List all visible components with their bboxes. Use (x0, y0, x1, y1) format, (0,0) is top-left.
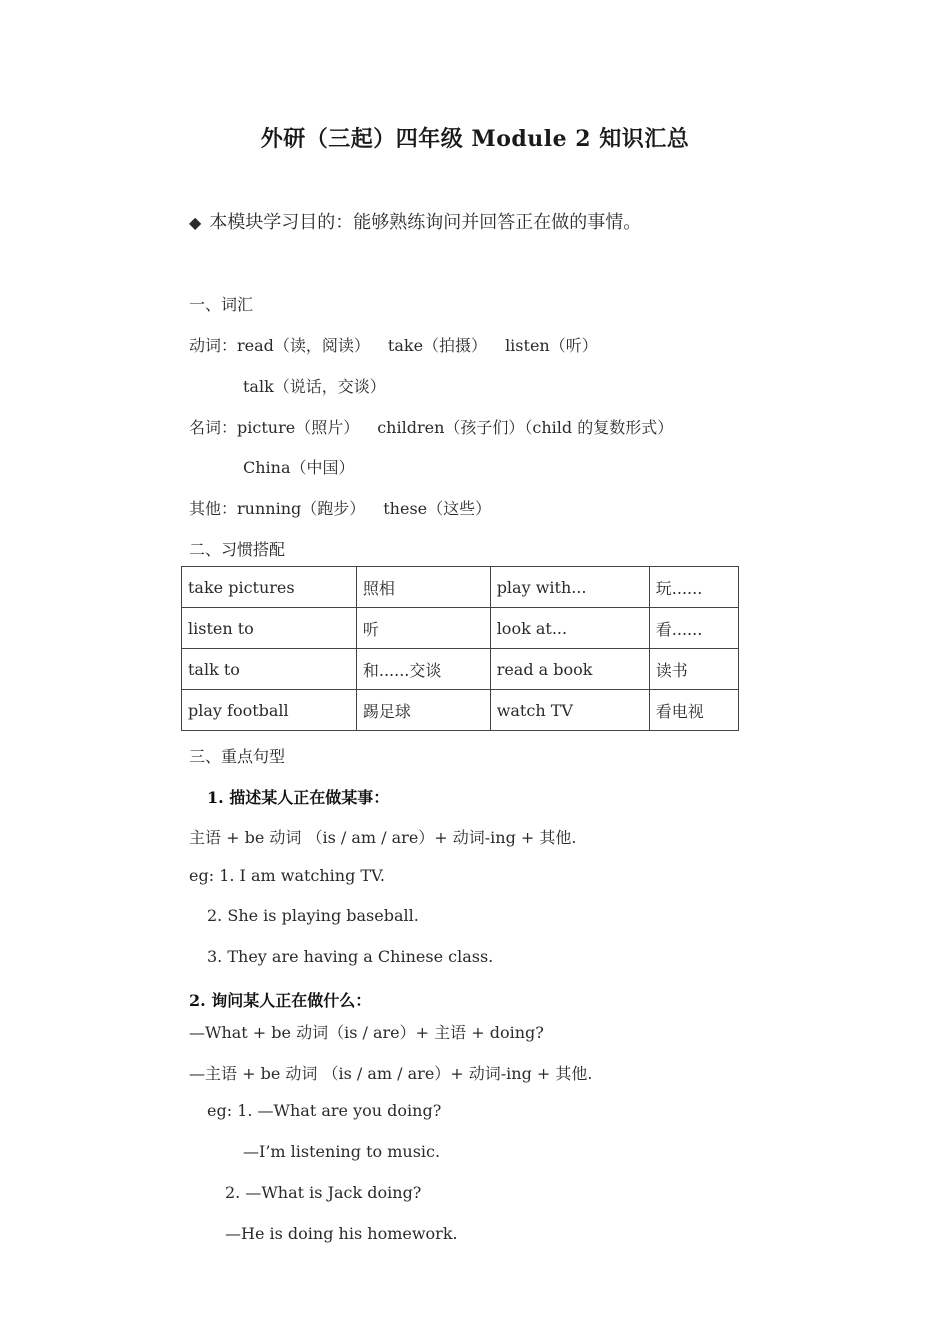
verbs-line-2: talk（说话，交谈） (243, 377, 386, 396)
table-row (182, 567, 739, 608)
nouns-line-1 (189, 415, 673, 438)
patterns-heading: 三、重点句型 (189, 747, 286, 766)
vocab-item: listen（听） (505, 336, 598, 355)
objective-text: 本模块学习目的：能够熟练询问并回答正在做的事情。 (209, 212, 642, 233)
example-line: 2. She is playing baseball. (207, 906, 419, 925)
nouns-line-2: China（中国） (243, 458, 355, 477)
table-cell: 照相 (356, 567, 490, 608)
table-cell: read a book (490, 649, 649, 690)
example-line: 3. They are having a Chinese class. (207, 947, 494, 966)
example-line: eg: 1. —What are you doing? (207, 1101, 442, 1120)
vocab-item: children（孩子们）（child 的复数形式） (377, 418, 674, 437)
vocab-item: picture（照片） (237, 418, 360, 437)
table-row (182, 649, 739, 690)
vocab-item: take（拍摄） (387, 336, 488, 355)
table-cell: listen to (182, 608, 357, 649)
table-row (182, 690, 739, 731)
table-cell: watch TV (490, 690, 649, 731)
example-line: —He is doing his homework. (225, 1224, 458, 1243)
nouns-label: 名词： (189, 418, 238, 437)
verbs-label: 动词： (189, 336, 238, 355)
example-line: —I’m listening to music. (243, 1142, 441, 1161)
vocab-item: these（这些） (383, 499, 492, 518)
vocab-item: running（跑步） (237, 499, 366, 518)
example-line: 2. —What is Jack doing? (225, 1183, 422, 1202)
table-cell: look at... (490, 608, 649, 649)
verbs-line-1 (189, 333, 598, 356)
table-cell: 读书 (649, 649, 738, 690)
others-label: 其他： (189, 499, 238, 518)
vocab-heading: 一、词汇 (189, 295, 254, 314)
table-cell: 踢足球 (356, 690, 490, 731)
table-cell: play football (182, 690, 357, 731)
table-cell: 玩...... (649, 567, 738, 608)
vocab-item: read（读，阅读） (237, 336, 370, 355)
table-row (182, 608, 739, 649)
others-line (189, 496, 491, 519)
pattern-1-formula: 主语 + be 动词 （is / am / are）+ 动词-ing + 其他. (189, 828, 577, 847)
objective-line (189, 208, 641, 234)
pattern-2-formula-answer: —主语 + be 动词 （is / am / are）+ 动词-ing + 其他. (189, 1064, 593, 1083)
pattern-2-formula-question: —What + be 动词（is / are）+ 主语 + doing? (189, 1023, 544, 1042)
collocations-table (181, 566, 739, 731)
pattern-2-title: 2. 询问某人正在做什么： (189, 991, 372, 1010)
table-cell: take pictures (182, 567, 357, 608)
table-cell: play with... (490, 567, 649, 608)
table-cell: 看...... (649, 608, 738, 649)
pattern-1-title: 1. 描述某人正在做某事： (207, 788, 390, 807)
page-title: 外研（三起）四年级 Module 2 知识汇总 (260, 126, 690, 152)
collocations-heading: 二、习惯搭配 (189, 540, 286, 559)
example-line: eg: 1. I am watching TV. (189, 866, 385, 885)
table-cell: 和......交谈 (356, 649, 490, 690)
table-cell: talk to (182, 649, 357, 690)
table-cell: 听 (356, 608, 490, 649)
table-cell: 看电视 (649, 690, 738, 731)
diamond-icon: ◆ (189, 213, 202, 232)
